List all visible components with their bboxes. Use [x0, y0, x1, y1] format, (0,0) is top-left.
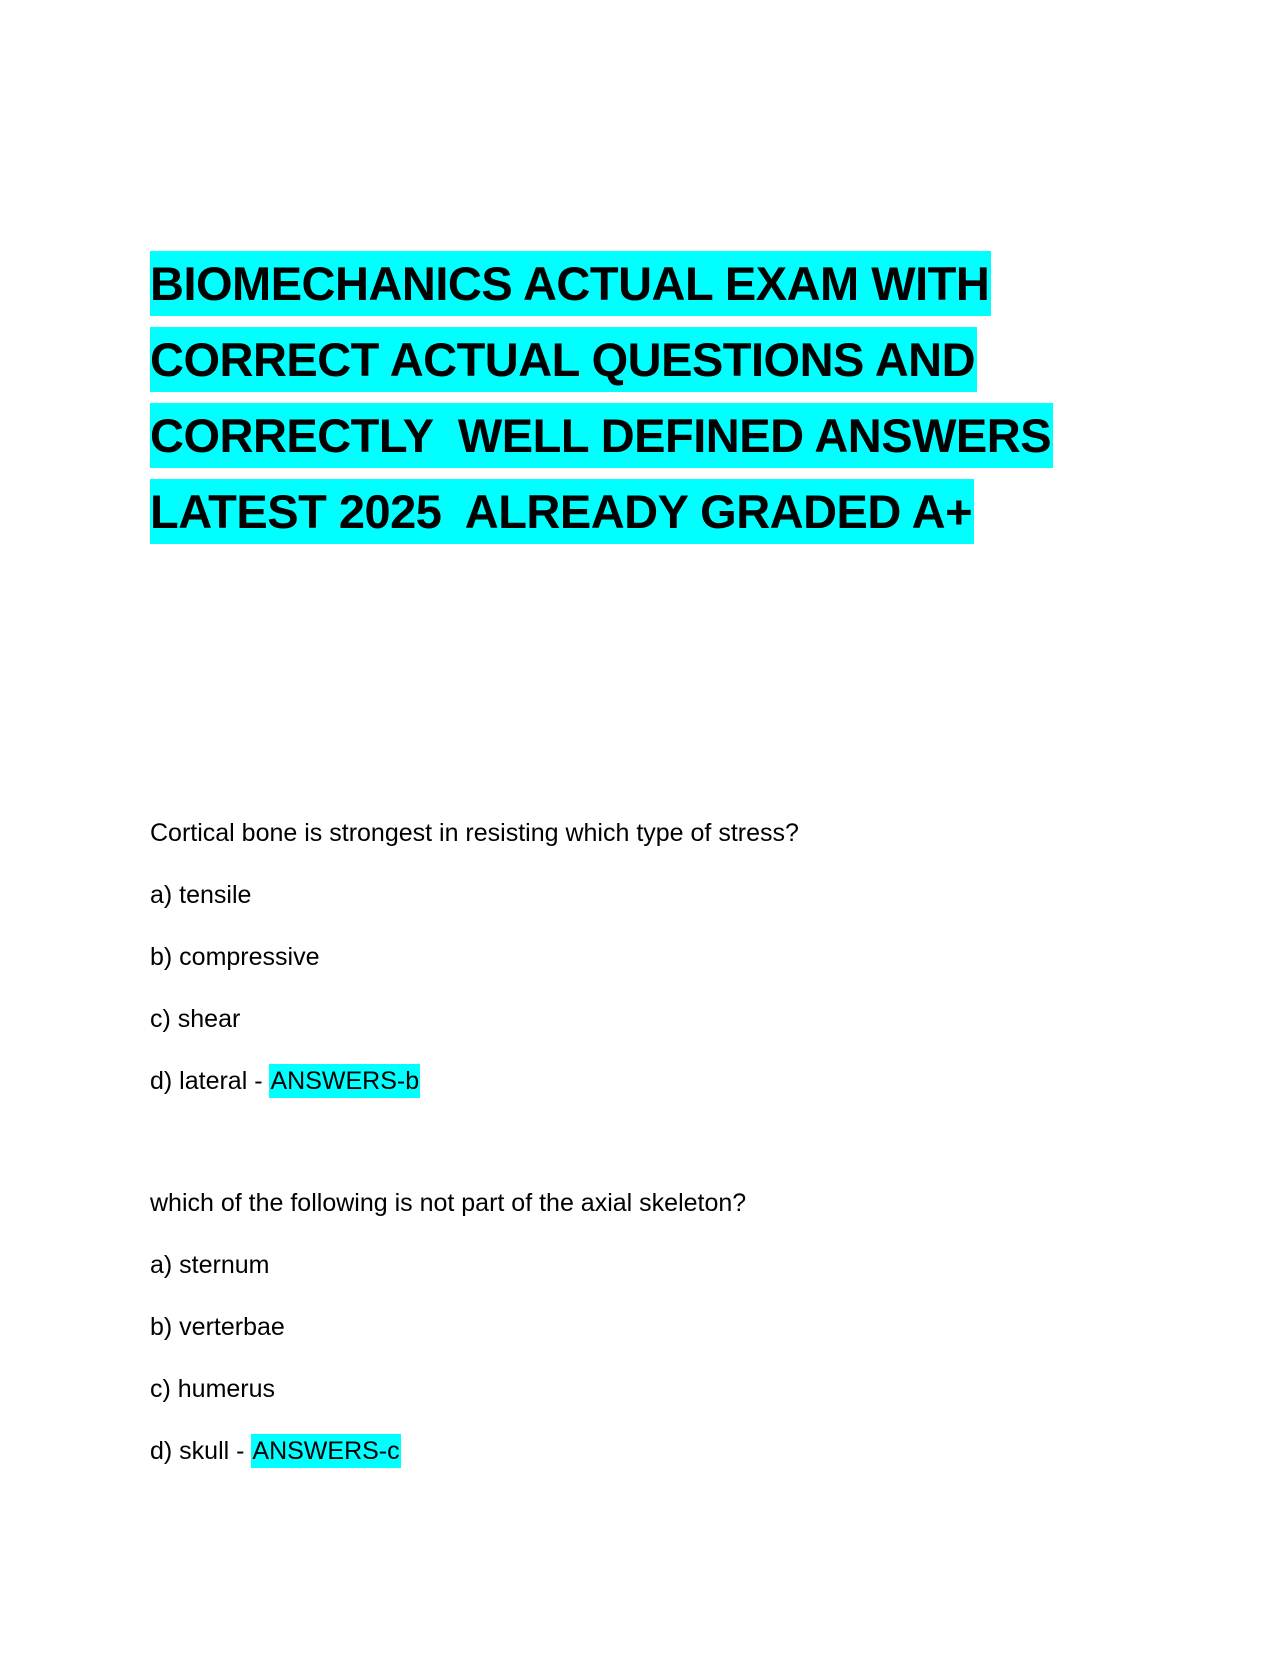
title-line [150, 246, 1150, 322]
option-d-line [150, 1066, 1150, 1128]
option-c: c) shear [150, 1005, 241, 1033]
option-a: a) sternum [150, 1251, 270, 1279]
question-1 [150, 818, 1150, 1128]
answer-highlight: ANSWERS-c [251, 1434, 400, 1468]
option-d-line [150, 1436, 1150, 1498]
document-title [150, 246, 1150, 550]
option-d: d) lateral - [150, 1067, 270, 1095]
answer-highlight: ANSWERS-b [269, 1064, 420, 1098]
question-prompt: which of the following is not part of the axial skeleton? [150, 1189, 747, 1217]
title-line-text: CORRECT ACTUAL QUESTIONS AND [150, 327, 977, 392]
question-2 [150, 1188, 1150, 1498]
option-c: c) humerus [150, 1375, 276, 1403]
title-line-text: BIOMECHANICS ACTUAL EXAM WITH [150, 251, 991, 316]
title-line-text: CORRECTLY WELL DEFINED ANSWERS [150, 403, 1053, 468]
option-a: a) tensile [150, 881, 252, 909]
option-b: b) compressive [150, 943, 320, 971]
title-line-text: LATEST 2025 ALREADY GRADED A+ [150, 479, 974, 544]
title-line [150, 398, 1150, 474]
title-line [150, 474, 1150, 550]
option-d: d) skull - [150, 1437, 252, 1465]
option-b: b) verterbae [150, 1313, 285, 1341]
title-line [150, 322, 1150, 398]
question-prompt: Cortical bone is strongest in resisting which type of stress? [150, 819, 799, 847]
